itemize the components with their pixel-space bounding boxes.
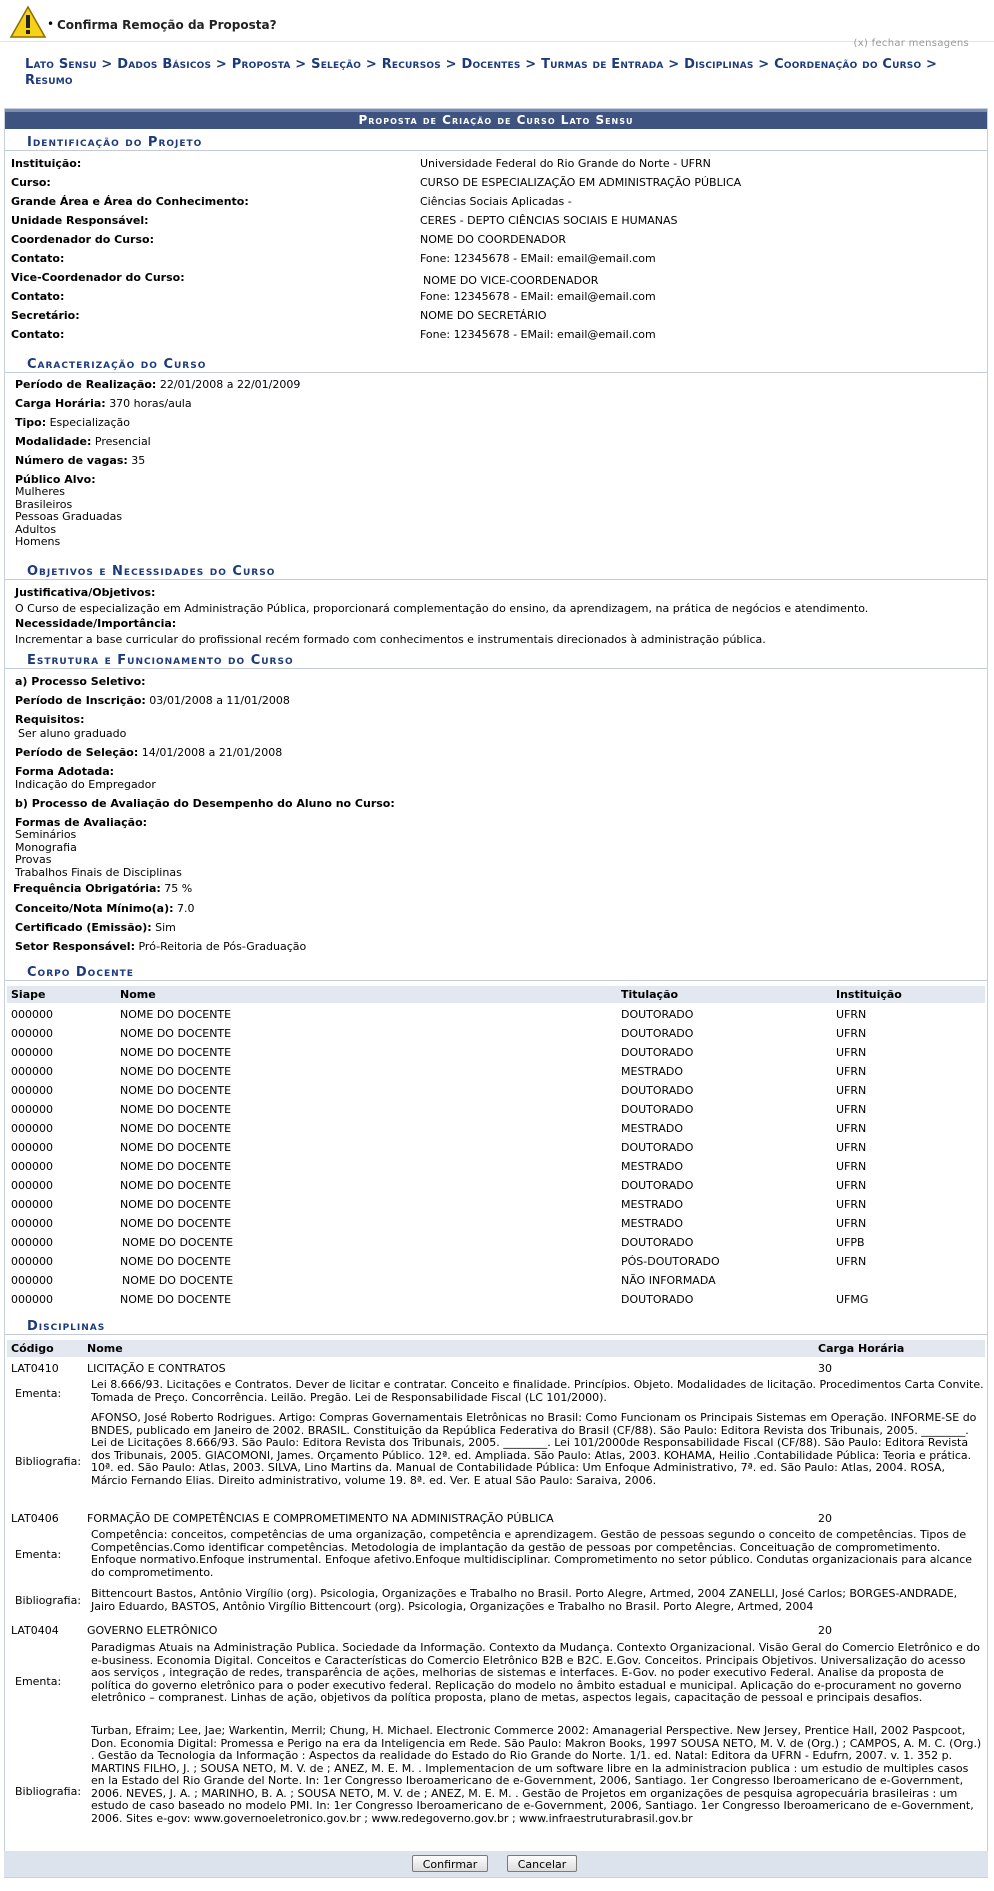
section-estrutura: Estrutura e Funcionamento do Curso bbox=[5, 653, 987, 669]
docente-nome: NOME DO DOCENTE bbox=[120, 1122, 232, 1135]
page-title: Proposta de Criação de Curso Lato Sensu bbox=[5, 109, 987, 129]
breadcrumb-separator: > bbox=[290, 57, 312, 72]
periodo-selecao: Período de Seleção: 14/01/2008 a 21/01/2008 bbox=[15, 746, 283, 759]
ident-label: Coordenador do Curso: bbox=[11, 233, 154, 246]
docente-titulacao: DOUTORADO bbox=[621, 1141, 694, 1154]
breadcrumb-item[interactable]: Resumo bbox=[25, 73, 73, 88]
forma-adotada-label: Forma Adotada: bbox=[15, 765, 115, 778]
docente-siape: 000000 bbox=[11, 1046, 53, 1059]
docente-nome: NOME DO DOCENTE bbox=[120, 1179, 232, 1192]
docente-nome: NOME DO DOCENTE bbox=[122, 1274, 234, 1287]
col-codigo: Código bbox=[11, 1342, 54, 1355]
close-messages-link[interactable]: (x) fechar mensagens bbox=[853, 38, 969, 49]
ident-label: Contato: bbox=[11, 328, 65, 341]
list-item: Monografia bbox=[15, 840, 77, 854]
list-item: Adultos bbox=[15, 522, 57, 536]
docente-instituicao: UFRN bbox=[836, 1198, 867, 1211]
docentes-table-header bbox=[7, 986, 985, 1003]
docente-siape: 000000 bbox=[11, 1065, 53, 1078]
ident-label: Vice-Coordenador do Curso: bbox=[11, 271, 185, 284]
docente-titulacao: MESTRADO bbox=[621, 1122, 683, 1135]
docente-nome: NOME DO DOCENTE bbox=[120, 1141, 232, 1154]
docente-instituicao: UFRN bbox=[836, 1084, 867, 1097]
docente-nome: NOME DO DOCENTE bbox=[120, 1293, 232, 1306]
ementa-label: Ementa: bbox=[15, 1387, 62, 1400]
justificativa-text: O Curso de especialização em Administração Pública, proporcionará complementação do ensino, da aprendizagem, na prática de negócios e atendimento. bbox=[15, 602, 869, 615]
docente-siape: 000000 bbox=[11, 1122, 53, 1135]
docente-siape: 000000 bbox=[11, 1141, 53, 1154]
ident-value: Universidade Federal do Rio Grande do Norte - UFRN bbox=[420, 157, 711, 170]
list-item: Homens bbox=[15, 535, 61, 549]
cancel-button[interactable]: Cancelar bbox=[507, 1855, 577, 1872]
docente-titulacao: MESTRADO bbox=[621, 1160, 683, 1173]
breadcrumb-separator: > bbox=[211, 57, 232, 72]
form-footer bbox=[4, 1851, 988, 1877]
section-caracterizacao: Caracterização do Curso bbox=[5, 357, 987, 373]
publico-alvo-label: Público Alvo: bbox=[15, 473, 96, 486]
docente-instituicao: UFRN bbox=[836, 1141, 867, 1154]
docente-siape: 000000 bbox=[11, 1198, 53, 1211]
breadcrumb-item[interactable]: Dados Básicos bbox=[117, 57, 212, 72]
tipo: Tipo: Especialização bbox=[15, 416, 131, 429]
docente-titulacao: DOUTORADO bbox=[621, 1008, 694, 1021]
bibliografia-text: Turban, Efraim; Lee, Jae; Warkentin, Merril; Chung, H. Michael. Electronic Commerce 2002: Amanagerial Perspective. New Jersey, Prentice Hall, 2002 Paspcoot, Don. Economia Digital: Promessa e Perigo na era da Inteligencia em Rede. São Paulo: Makron Books, 1997 SOUSA NETO, M. V. de (Org.) ; CAMPOS, A. M. C. (Org.) . Gestão da Tecnologia da Informação : Aspectos da realidade do Estado do Rio Grande do Norte. 1/1. ed. Natal: Editora da UFRN - Edufrn, 2007. v. 1. 352 p. MARTINS FILHO, J. ; SOUSA NETO, M. V. de ; ANEZ, M. E. M. . Implementacion de um software libre en la administracion publica : um estudio de multiples casos en la Estado del Rio Grande del Norte. In: 1er Congresso Iberoamericano de e-Government, 2006, Santiago. 1er Congresso Iberoamericano de e-Government, 2006. NEVES, J. A. ; MARINHO, B. A. ; SOUSA NETO, M. V. de ; ANEZ, M. E. M. . Gestão de Projetos em organizações de pesquisa agropecuária brasileiras : um estudo de caso baseado no modelo PMI. In: 1er Congresso Iberoamericano de e-Government, 2006, Santiago. 1er Congresso Iberoamericano de e-Government, 2006. Sites e-gov: www.governoeletronico.gov.br ; www.redegoverno.gov.br ; www.infraestruturabrasil.gov.br bbox=[91, 1724, 982, 1825]
ident-value: NOME DO VICE-COORDENADOR bbox=[423, 274, 599, 287]
confirm-button[interactable]: Confirmar bbox=[412, 1855, 488, 1872]
docente-instituicao: UFRN bbox=[836, 1046, 867, 1059]
breadcrumb-separator: > bbox=[520, 57, 542, 72]
ident-label: Grande Área e Área do Conhecimento: bbox=[11, 195, 249, 208]
ementa-text: Lei 8.666/93. Licitações e Contratos. Dever de licitar e contratar. Conceito e finalidade. Princípios. Objeto. Modalidades de licitação. Procedimentos Carta Convite. Tomada de Preço. Concorrência. Leilão. Pregão. Lei de Responsabilidade Fiscal (LC 101/2000). bbox=[91, 1378, 984, 1404]
bibliografia-text: Bittencourt Bastos, Antônio Virgílio (org). Psicologia, Organizações e Trabalho no Brasil. Porto Alegre, Artmed, 2004 ZANELLI, José Carlos; BORGES-ANDRADE, Jairo Eduardo, BASTOS, Antônio Virgílio Bittencourt (org). Psicologia, Organizações e Trabalho no Brasil. Porto Alegre, Artmed, 2004 bbox=[91, 1587, 958, 1613]
justificativa-label: Justificativa/Objetivos: bbox=[15, 586, 156, 599]
docente-siape: 000000 bbox=[11, 1217, 53, 1230]
bibliografia-text: AFONSO, José Roberto Rodrigues. Artigo: Compras Governamentais Eletrônicas no Brasil: Como Funcionam os Principais Sistemas em Operação. INFORME-SE do BNDES, publicado em Janeiro de 2002. BRASIL. Constituição da República Federativa do Brasil (CF/88). São Paulo: Editora Revista dos Tribunais, 2005. ________. Lei de Licitações 8.666/93. São Paulo: Editora Revista dos Tribunais, 2005. ________. Lei 101/2000de Responsabilidade Fiscal (CF/88). São Paulo: Editora Revista dos Tribunais, 2005. GIACOMONI, James. Orçamento Público. 12ª. ed. Ampliada. São Paulo: Atlas, 2003. KOHAMA, Heilio .Contabilidade Pública: Teoria e prática. 10ª. ed. São Paulo: Atlas, 2003. SILVA, Lino Martins da. Manual de Contabilidade Pública: Um Enfoque Administrativo, 7ª. ed. São Paulo: Atlas, 2004. ROSA, Márcio Fernando Elias. Direito administrativo, volume 19. 8ª. ed. Ver. E atual São Paulo: Saraiva, 2006. bbox=[91, 1411, 977, 1487]
docente-instituicao: UFRN bbox=[836, 1027, 867, 1040]
list-item: Pessoas Graduadas bbox=[15, 510, 123, 524]
list-item: Brasileiros bbox=[15, 497, 73, 511]
docente-instituicao: UFRN bbox=[836, 1008, 867, 1021]
bibliografia-label: Bibliografia: bbox=[15, 1785, 82, 1798]
docente-siape: 000000 bbox=[11, 1179, 53, 1192]
breadcrumb-item[interactable]: Recursos bbox=[381, 57, 441, 72]
periodo-realizacao: Período de Realização: 22/01/2008 a 22/01/2009 bbox=[15, 378, 301, 391]
ident-value: CURSO DE ESPECIALIZAÇÃO EM ADMINISTRAÇÃO PÚBLICA bbox=[420, 176, 742, 189]
frequencia: Frequência Obrigatória: 75 % bbox=[13, 882, 193, 895]
docente-titulacao: MESTRADO bbox=[621, 1065, 683, 1078]
docente-titulacao: DOUTORADO bbox=[621, 1236, 694, 1249]
docente-siape: 000000 bbox=[11, 1008, 53, 1021]
breadcrumb-item[interactable]: Disciplinas bbox=[684, 57, 754, 72]
ident-value: Fone: 12345678 - EMail: email@email.com bbox=[420, 252, 656, 265]
section-objetivos: Objetivos e Necessidades do Curso bbox=[5, 564, 987, 580]
docente-siape: 000000 bbox=[11, 1027, 53, 1040]
breadcrumb-item[interactable]: Turmas de Entrada bbox=[541, 57, 664, 72]
col-carga: Carga Horária bbox=[818, 1342, 905, 1355]
message-bar bbox=[0, 0, 994, 42]
setor-responsavel: Setor Responsável: Pró-Reitoria de Pós-Graduação bbox=[15, 940, 307, 953]
section-disciplinas: Disciplinas bbox=[5, 1319, 987, 1335]
disciplina-carga: 20 bbox=[818, 1512, 832, 1525]
disciplinas-table-header bbox=[7, 1340, 985, 1357]
breadcrumb-item[interactable]: Seleção bbox=[311, 57, 362, 72]
breadcrumb-separator: > bbox=[440, 57, 462, 72]
disciplina-codigo: LAT0410 bbox=[11, 1362, 59, 1375]
docente-instituicao: UFRN bbox=[836, 1160, 867, 1173]
col-titulacao: Titulação bbox=[621, 988, 679, 1001]
ident-label: Contato: bbox=[11, 252, 65, 265]
docente-nome: NOME DO DOCENTE bbox=[122, 1236, 234, 1249]
ident-label: Unidade Responsável: bbox=[11, 214, 149, 227]
docente-siape: 000000 bbox=[11, 1274, 53, 1287]
list-item: Seminários bbox=[15, 828, 77, 841]
docente-titulacao: DOUTORADO bbox=[621, 1084, 694, 1097]
col-nome: Nome bbox=[120, 988, 156, 1001]
publico-alvo-list bbox=[15, 486, 985, 549]
disciplina-codigo: LAT0406 bbox=[11, 1512, 59, 1525]
breadcrumb-separator: > bbox=[753, 57, 775, 72]
section-identificacao: Identificação do Projeto bbox=[5, 135, 987, 151]
docente-titulacao: DOUTORADO bbox=[621, 1293, 694, 1306]
docente-instituicao: UFRN bbox=[836, 1179, 867, 1192]
ident-label: Curso: bbox=[11, 176, 51, 189]
ident-value: NOME DO SECRETÁRIO bbox=[420, 309, 547, 322]
breadcrumb-item[interactable]: Proposta bbox=[231, 57, 291, 72]
docente-siape: 000000 bbox=[11, 1160, 53, 1173]
docente-instituicao: UFRN bbox=[836, 1065, 867, 1078]
ident-label: Instituição: bbox=[11, 157, 82, 170]
warning-icon bbox=[9, 5, 47, 39]
docente-siape: 000000 bbox=[11, 1103, 53, 1116]
breadcrumb-separator: > bbox=[361, 57, 382, 72]
docente-siape: 000000 bbox=[11, 1084, 53, 1097]
forma-adotada-text: Indicação do Empregador bbox=[15, 778, 156, 791]
modalidade: Modalidade: Presencial bbox=[15, 435, 151, 448]
necessidade-text: Incrementar a base curricular do profissional recém formado com conhecimentos e instrumentais direcionados à administração pública. bbox=[15, 633, 766, 646]
list-item: Trabalhos Finais de Disciplinas bbox=[15, 865, 182, 879]
col-nome: Nome bbox=[87, 1342, 123, 1355]
docente-nome: NOME DO DOCENTE bbox=[120, 1160, 232, 1173]
docente-siape: 000000 bbox=[11, 1293, 53, 1306]
breadcrumb-separator: > bbox=[96, 57, 118, 72]
ident-value: Ciências Sociais Aplicadas - bbox=[420, 195, 572, 208]
breadcrumb-separator: > bbox=[663, 57, 685, 72]
docente-instituicao: UFRN bbox=[836, 1122, 867, 1135]
docente-titulacao: NÃO INFORMADA bbox=[621, 1274, 716, 1287]
docente-nome: NOME DO DOCENTE bbox=[120, 1084, 232, 1097]
breadcrumb bbox=[25, 57, 975, 89]
numero-vagas: Número de vagas: 35 bbox=[15, 454, 146, 467]
docente-nome: NOME DO DOCENTE bbox=[120, 1217, 232, 1230]
breadcrumb-item[interactable]: Lato Sensu bbox=[25, 57, 97, 72]
docente-nome: NOME DO DOCENTE bbox=[120, 1255, 232, 1268]
breadcrumb-separator: > bbox=[921, 57, 938, 72]
docente-nome: NOME DO DOCENTE bbox=[120, 1027, 232, 1040]
docente-nome: NOME DO DOCENTE bbox=[120, 1103, 232, 1116]
docente-instituicao: UFPB bbox=[836, 1236, 865, 1249]
formas-avaliacao-label: Formas de Avaliação: bbox=[15, 816, 148, 829]
processo-seletivo-label: a) Processo Seletivo: bbox=[15, 675, 146, 688]
ident-label: Secretário: bbox=[11, 309, 80, 322]
docente-titulacao: DOUTORADO bbox=[621, 1027, 694, 1040]
disciplina-carga: 20 bbox=[818, 1624, 832, 1637]
avaliacao-label: b) Processo de Avaliação do Desempenho do Aluno no Curso: bbox=[15, 797, 395, 810]
docente-titulacao: DOUTORADO bbox=[621, 1046, 694, 1059]
disciplina-codigo: LAT0404 bbox=[11, 1624, 59, 1637]
docente-instituicao: UFMG bbox=[836, 1293, 869, 1306]
docente-nome: NOME DO DOCENTE bbox=[120, 1065, 232, 1078]
bibliografia-label: Bibliografia: bbox=[15, 1594, 82, 1607]
docente-titulacao: PÓS-DOUTORADO bbox=[621, 1255, 720, 1268]
docente-nome: NOME DO DOCENTE bbox=[120, 1008, 232, 1021]
list-item: Mulheres bbox=[15, 485, 66, 498]
docente-siape: 000000 bbox=[11, 1236, 53, 1249]
breadcrumb-item[interactable]: Coordenação do Curso bbox=[774, 57, 922, 72]
breadcrumb-item[interactable]: Docentes bbox=[461, 57, 521, 72]
docente-nome: NOME DO DOCENTE bbox=[120, 1198, 232, 1211]
bullet-icon: • bbox=[47, 17, 55, 31]
disciplina-nome: GOVERNO ELETRÔNICO bbox=[87, 1624, 218, 1637]
docente-titulacao: DOUTORADO bbox=[621, 1103, 694, 1116]
ementa-label: Ementa: bbox=[15, 1675, 62, 1688]
docente-titulacao: MESTRADO bbox=[621, 1198, 683, 1211]
necessidade-label: Necessidade/Importância: bbox=[15, 617, 177, 630]
docente-titulacao: MESTRADO bbox=[621, 1217, 683, 1230]
requisitos-label: Requisitos: bbox=[15, 713, 85, 726]
ident-value: Fone: 12345678 - EMail: email@email.com bbox=[420, 290, 656, 303]
col-siape: Siape bbox=[11, 988, 46, 1001]
docente-instituicao: UFRN bbox=[836, 1103, 867, 1116]
list-item: Provas bbox=[15, 853, 52, 867]
proposal-summary bbox=[4, 108, 988, 1878]
docente-siape: 000000 bbox=[11, 1255, 53, 1268]
docente-instituicao: UFRN bbox=[836, 1255, 867, 1268]
ementa-text: Competência: conceitos, competências de uma organização, competência e aprendizagem. Gestão de pessoas segundo o conceito de competências. Tipos de Competências.Como identificar competências. Metodologia de implantação da gestão de pessoas por competências. Conceituação de comprometimento. Enfoque normativo.Enfoque instrumental. Enfoque afetivo.Enfoque multidisciplinar. Comprometimento no setor público. Condutas organizacionais para alcance do comprometimento. bbox=[91, 1528, 973, 1579]
disciplina-nome: FORMAÇÃO DE COMPETÊNCIAS E COMPROMETIMENTO NA ADMINISTRAÇÃO PÚBLICA bbox=[87, 1512, 554, 1525]
ementa-label: Ementa: bbox=[15, 1548, 62, 1561]
carga-horaria: Carga Horária: 370 horas/aula bbox=[15, 397, 192, 410]
col-instituicao: Instituição bbox=[836, 988, 902, 1001]
ident-value: Fone: 12345678 - EMail: email@email.com bbox=[420, 328, 656, 341]
docente-titulacao: DOUTORADO bbox=[621, 1179, 694, 1192]
section-corpo-docente: Corpo Docente bbox=[5, 965, 987, 981]
formas-avaliacao-list bbox=[15, 829, 985, 879]
docente-nome: NOME DO DOCENTE bbox=[120, 1046, 232, 1059]
ident-value: NOME DO COORDENADOR bbox=[420, 233, 567, 246]
ident-label: Contato: bbox=[11, 290, 65, 303]
conceito-nota: Conceito/Nota Mínimo(a): 7.0 bbox=[15, 902, 195, 915]
ident-value: CERES - DEPTO CIÊNCIAS SOCIAIS E HUMANAS bbox=[420, 214, 678, 227]
requisitos-text: Ser aluno graduado bbox=[18, 727, 127, 740]
docente-instituicao: UFRN bbox=[836, 1217, 867, 1230]
disciplina-carga: 30 bbox=[818, 1362, 832, 1375]
periodo-inscricao: Período de Inscrição: 03/01/2008 a 11/01/2008 bbox=[15, 694, 290, 707]
ementa-text: Paradigmas Atuais na Administração Publica. Sociedade da Informação. Contexto da Mudança. Contexto Organizacional. Visão Geral do Comercio Eletrônico e do e-business. Economia Digital. Conceitos e Características do Comercio Eletrônico B2B e B2C. E.Gov. Conceitos. Principais Objetivos. Universalização do acesso aos serviços , integração de redes, transparência de ações, melhorias de sistemas e interfaces. E-Gov. no poder executivo Federal. Analise da proposta de política do governo eletrônico para o poder executivo federal. Replicação do modelo no âmbito estadual e municipal. Aplicação do e-procurament no governo eletrônico – compranest. Linhas de ação, objetivos da política proposta, plano de metas, aspectos legais, capacitação de pessoal e principais desafios. bbox=[91, 1641, 980, 1704]
bibliografia-label: Bibliografia: bbox=[15, 1455, 82, 1468]
disciplina-nome: LICITAÇÃO E CONTRATOS bbox=[87, 1362, 226, 1375]
confirm-message: Confirma Remoção da Proposta? bbox=[57, 18, 277, 32]
certificado: Certificado (Emissão): Sim bbox=[15, 921, 176, 934]
